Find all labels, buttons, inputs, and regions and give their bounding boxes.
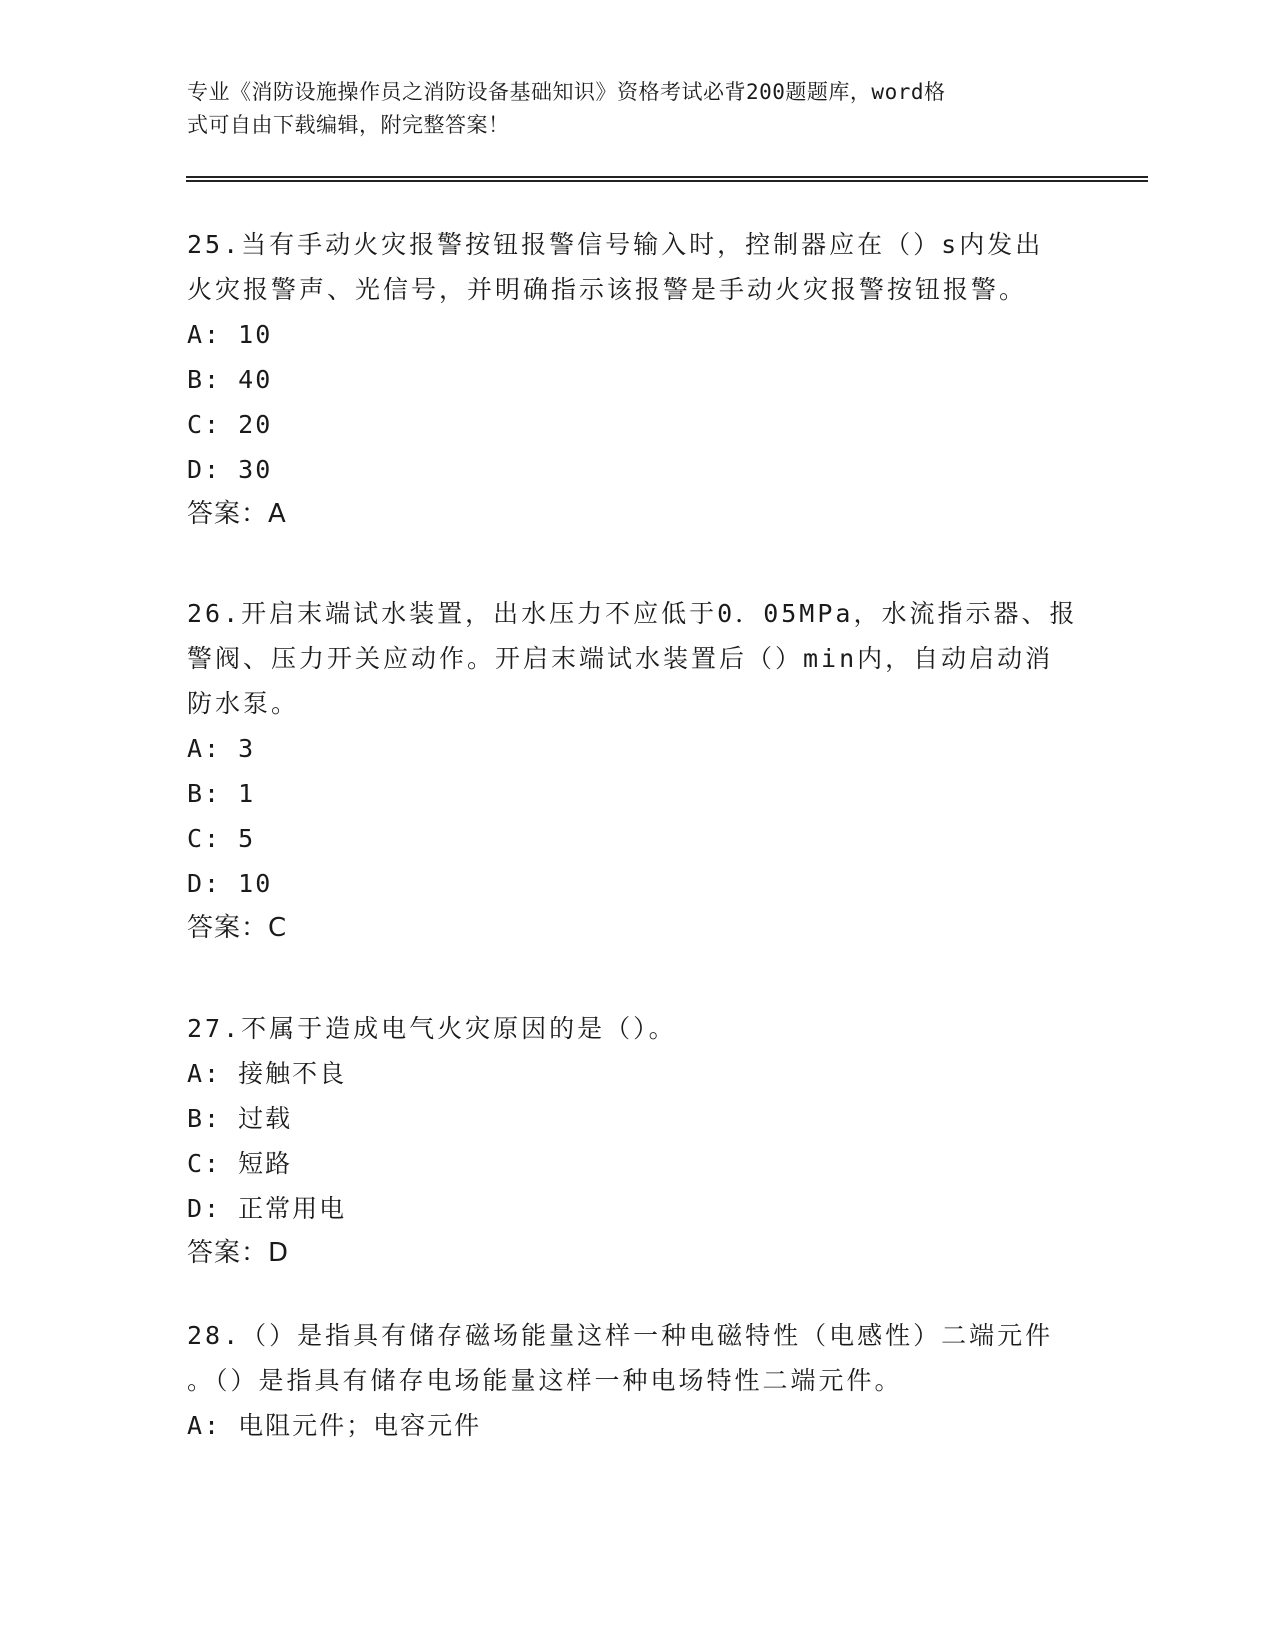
question-text-line: 火灾报警声、光信号，并明确指示该报警是手动火灾报警按钮报警。 (187, 275, 1028, 304)
header-divider (186, 176, 1148, 182)
option-c: C: 20 (187, 410, 273, 439)
question-text-line: 28.（）是指具有储存磁场能量这样一种电磁特性（电感性）二端元件 (187, 1321, 1054, 1350)
question-26 (187, 591, 1087, 951)
question-text-line: 警阀、压力开关应动作。开启末端试水装置后（）min内，自动启动消 (187, 644, 1054, 673)
option-a: A: 10 (187, 320, 273, 349)
header-line-2: 式可自由下载编辑，附完整答案！ (187, 113, 510, 137)
option-d: D: 正常用电 (187, 1194, 347, 1223)
question-25 (187, 222, 1087, 537)
header-line-1: 专业《消防设施操作员之消防设备基础知识》资格考试必背200题题库，word格 (187, 80, 946, 104)
option-c: C: 短路 (187, 1149, 293, 1178)
document-header (187, 76, 1067, 142)
option-a: A: 电阻元件；电容元件 (187, 1411, 482, 1440)
answer-line: 答案：A (187, 499, 287, 529)
option-a: A: 3 (187, 734, 256, 763)
option-b: B: 40 (187, 365, 273, 394)
question-27 (187, 1006, 1087, 1276)
question-28 (187, 1313, 1087, 1448)
question-text-line: 25.当有手动火灾报警按钮报警信号输入时，控制器应在（）s内发出 (187, 230, 1044, 259)
option-b: B: 1 (187, 779, 256, 808)
option-d: D: 10 (187, 869, 273, 898)
option-d: D: 30 (187, 455, 273, 484)
answer-line: 答案：C (187, 913, 288, 943)
option-c: C: 5 (187, 824, 256, 853)
question-text-line: 。（）是指具有储存电场能量这样一种电场特性二端元件。 (187, 1366, 903, 1395)
answer-line: 答案：D (187, 1238, 290, 1268)
question-text-line: 防水泵。 (187, 689, 300, 718)
option-b: B: 过载 (187, 1104, 293, 1133)
question-text-line: 27.不属于造成电气火灾原因的是（）。 (187, 1014, 677, 1043)
option-a: A: 接触不良 (187, 1059, 347, 1088)
question-text-line: 26.开启末端试水装置，出水压力不应低于0．05MPa，水流指示器、报 (187, 599, 1078, 628)
